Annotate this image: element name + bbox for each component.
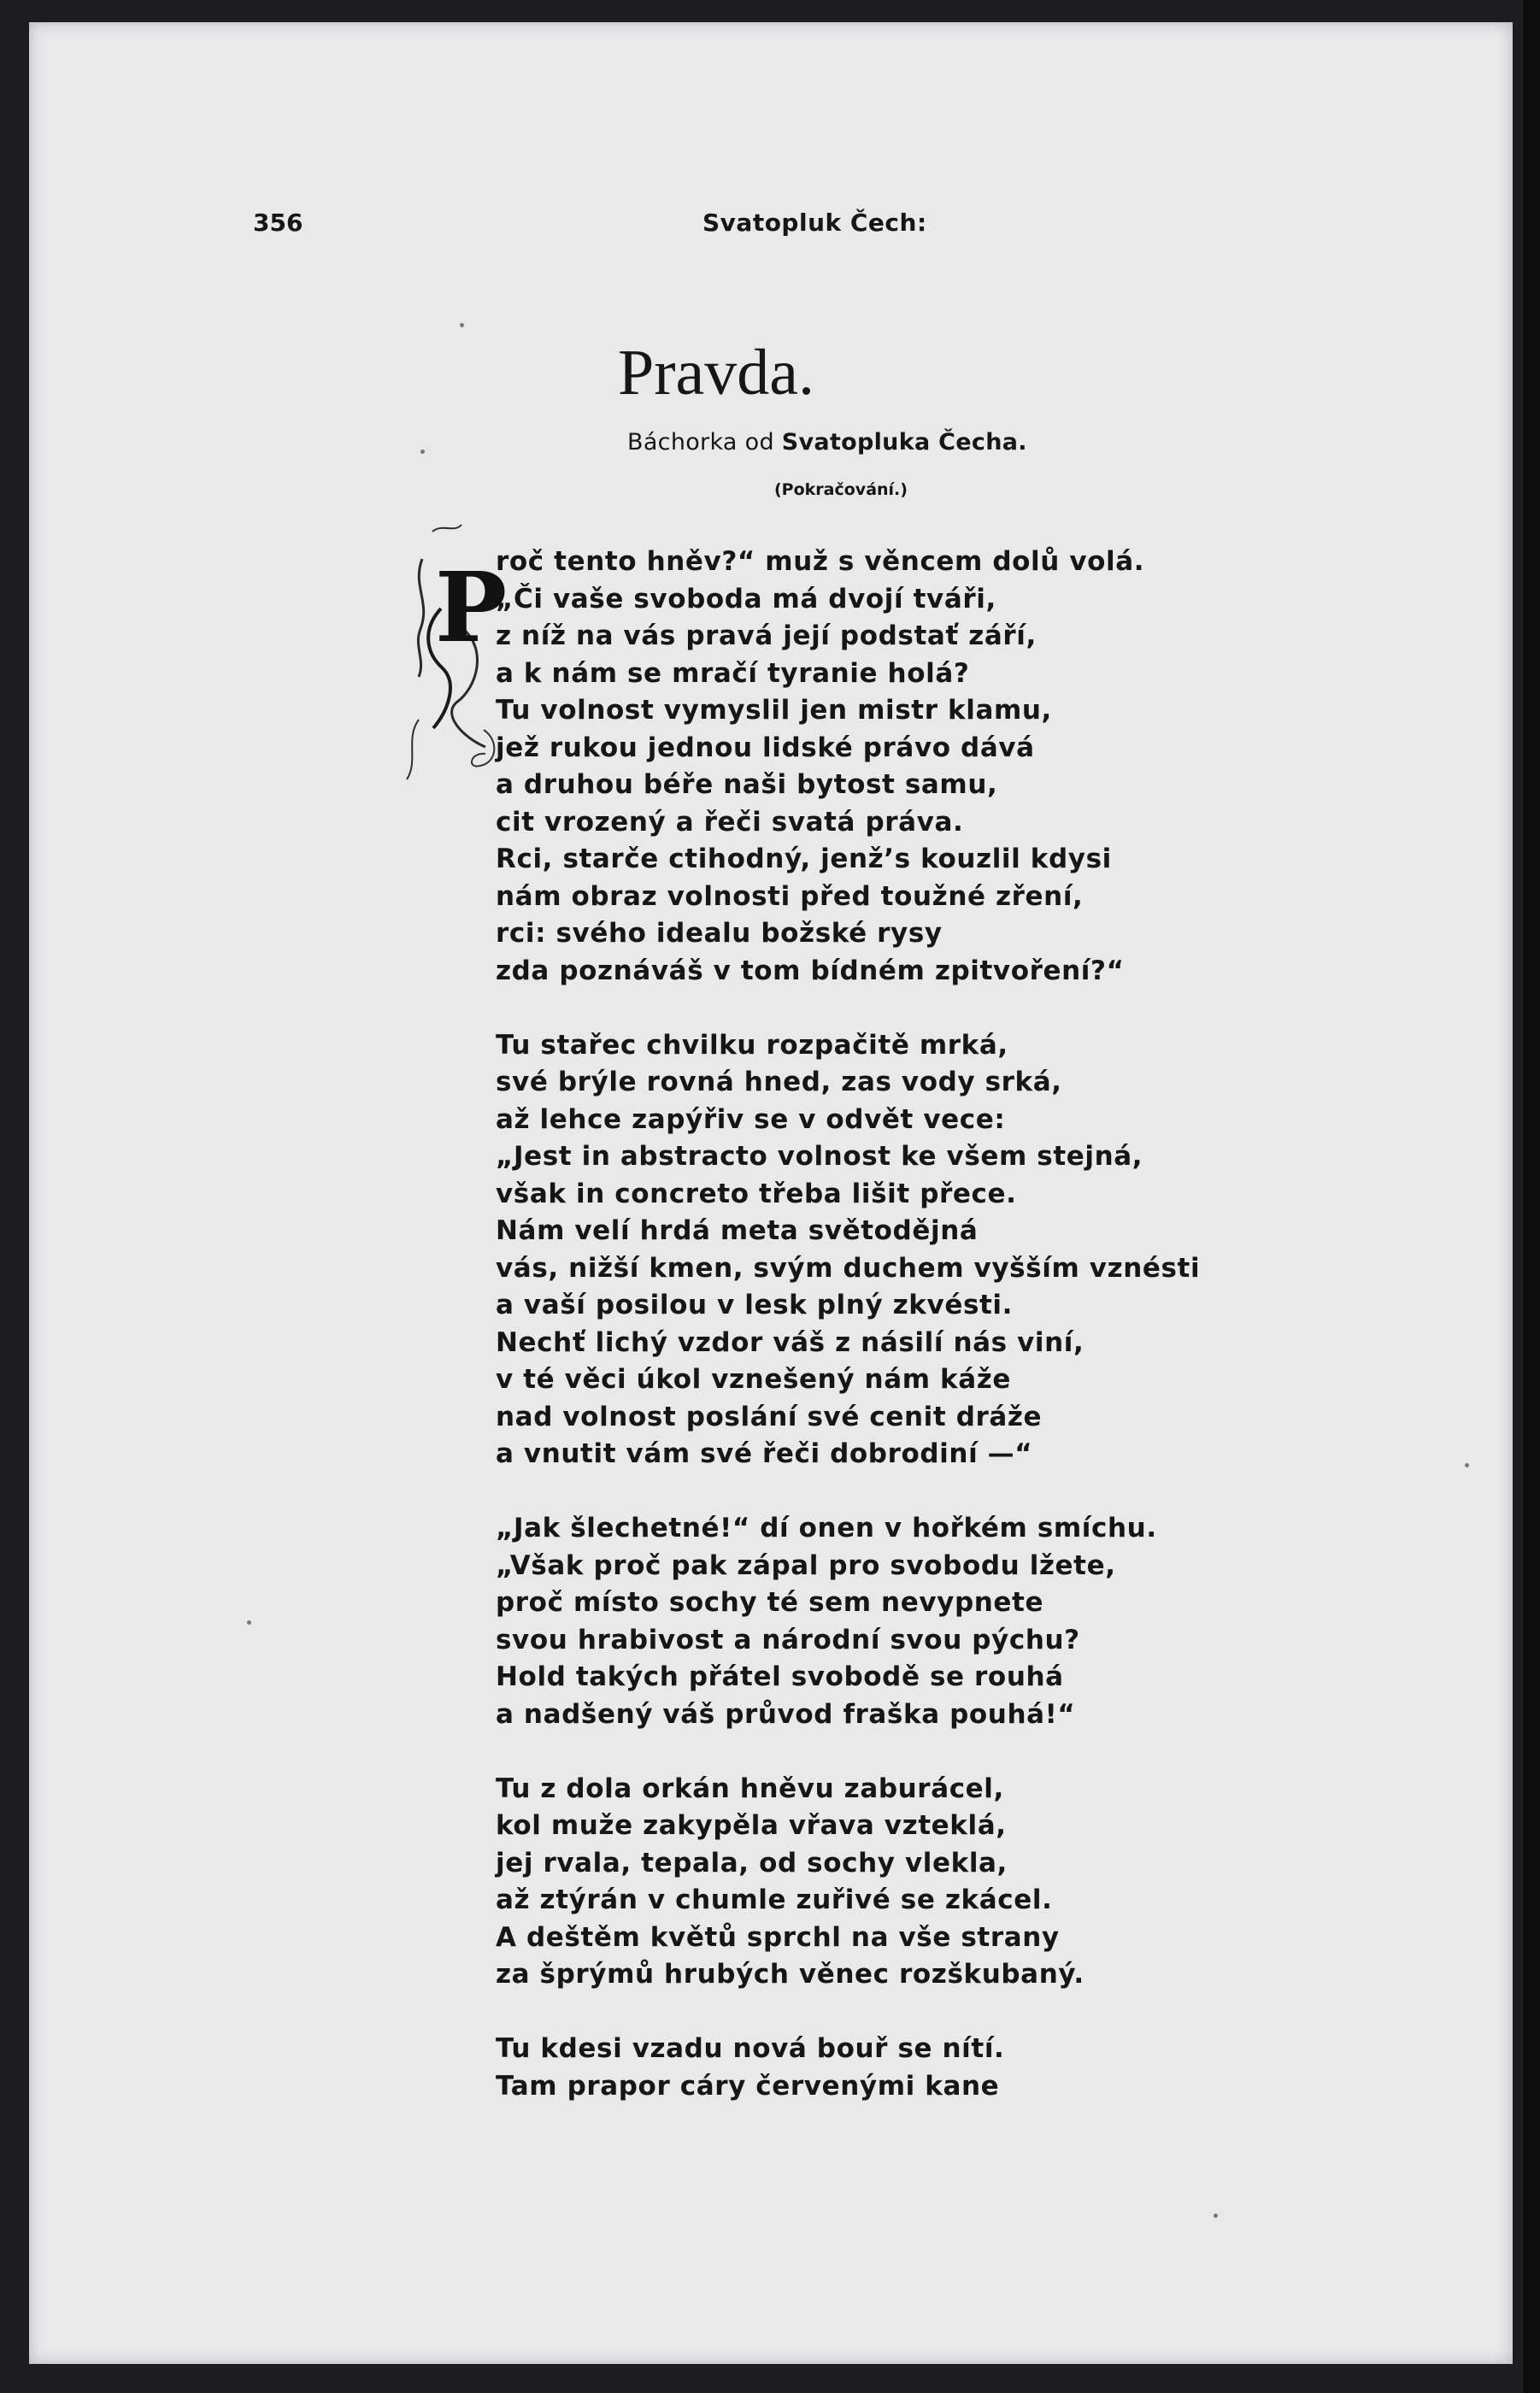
poem-line: vás, nižší kmen, svým duchem vyšším vznésti [496, 1252, 1201, 1284]
poem-title: Pravda. [617, 337, 815, 409]
poem-line: jež rukou jednou lidské právo dává [496, 732, 1035, 763]
page-header [253, 209, 1138, 246]
stanza [496, 1027, 1282, 1473]
poem-line: Tam prapor cáry červenými kane [496, 2070, 1000, 2102]
poem-body [496, 544, 1282, 2143]
poem-line: Tu kdesi vzadu nová bouř se nítí. [496, 2033, 1005, 2064]
poem-line: A deštěm květů sprchl na vše strany [496, 1921, 1060, 1953]
subtitle-author: Svatopluka Čecha. [781, 429, 1027, 456]
poem-line: a k nám se mračí tyranie holá? [496, 657, 970, 689]
poem-line: „Jest in abstracto volnost ke všem stejná, [496, 1141, 1143, 1172]
poem-line: „Či vaše svoboda má dvojí tváři, [496, 583, 996, 614]
poem-line: Hold takých přátel svobodě se rouhá [496, 1661, 1064, 1692]
paper-speck [1214, 2214, 1218, 2218]
stanza [496, 2031, 1282, 2105]
poem-line: cit vrozený a řeči svatá práva. [496, 806, 964, 838]
poem-line: „Však proč pak zápal pro svobodu lžete, [496, 1549, 1116, 1581]
running-head: Svatopluk Čech: [702, 209, 927, 237]
paper-speck [1465, 1463, 1469, 1467]
stanza [496, 1771, 1282, 1994]
poem-line: jej rvala, tepala, od sochy vlekla, [496, 1847, 1008, 1879]
subtitle-prefix: Báchorka od [627, 429, 782, 456]
poem-line: nám obraz volnosti před toužné zření, [496, 880, 1084, 912]
poem-line: zda poznáváš v tom bídném zpitvoření?“ [496, 955, 1125, 986]
page-number: 356 [253, 209, 303, 237]
book-page [29, 22, 1513, 2364]
poem-line: a vnutit vám své řeči dobrodiní —“ [496, 1438, 1033, 1469]
poem-line: Nám velí hrdá meta světodějná [496, 1215, 979, 1246]
poem-line: až ztýrán v chumle zuřivé se zkácel. [496, 1884, 1053, 1915]
poem-line: své brýle rovná hned, zas vody srká, [496, 1067, 1062, 1097]
poem-line: kol muže zakypěla vřava vzteklá, [496, 1810, 1007, 1841]
poem-line: nad volnost poslání své cenit dráže [496, 1401, 1043, 1432]
poem-line: roč tento hněv?“ muž s věncem dolů volá. [496, 546, 1145, 577]
poem-line: však in concreto třeba lišit přece. [496, 1178, 1017, 1209]
poem-line: až lehce zapýřiv se v odvět vece: [496, 1103, 1006, 1135]
poem-line: proč místo sochy té sem nevypnete [496, 1587, 1044, 1618]
poem-line: Tu volnost vymyslil jen mistr klamu, [496, 695, 1052, 726]
poem-line: svou hrabivost a národní svou pýchu? [496, 1624, 1080, 1655]
poem-line: v té věci úkol vznešený nám káže [496, 1364, 1012, 1395]
poem-line: za šprýmů hrubých věnec rozškubaný. [496, 1959, 1084, 1990]
paper-speck [460, 323, 464, 327]
poem-line: Tu stařec chvilku rozpačitě mrká, [496, 1029, 1008, 1061]
paper-speck [420, 450, 425, 454]
poem-line: rci: svého idealu božské rysy [496, 918, 943, 949]
poem-line: z níž na vás pravá její podstať září, [496, 620, 1037, 651]
poem-line: Nechť lichý vzdor váš z násilí nás viní, [496, 1326, 1084, 1358]
continuation-note: (Pokračování.) [774, 480, 908, 499]
poem-line: a nadšený váš průvod fraška pouhá!“ [496, 1698, 1076, 1730]
poem-subtitle [627, 429, 1027, 456]
poem-line: „Jak šlechetné!“ dí onen v hořkém smíchu. [496, 1513, 1157, 1543]
scan-edge [1523, 0, 1540, 2393]
paper-speck [247, 1620, 251, 1625]
poem-line: a vaší posilou v lesk plný zkvésti. [496, 1290, 1014, 1320]
poem-line: Rci, starče ctihodný, jenž’s kouzlil kdysi [496, 844, 1112, 874]
stanza [496, 1510, 1282, 1733]
stanza [496, 544, 1282, 990]
poem-line: Tu z dola orkán hněvu zaburácel, [496, 1773, 1004, 1804]
poem-line: a druhou béře naši bytost samu, [496, 769, 998, 800]
drop-cap-letter: P [435, 552, 508, 664]
